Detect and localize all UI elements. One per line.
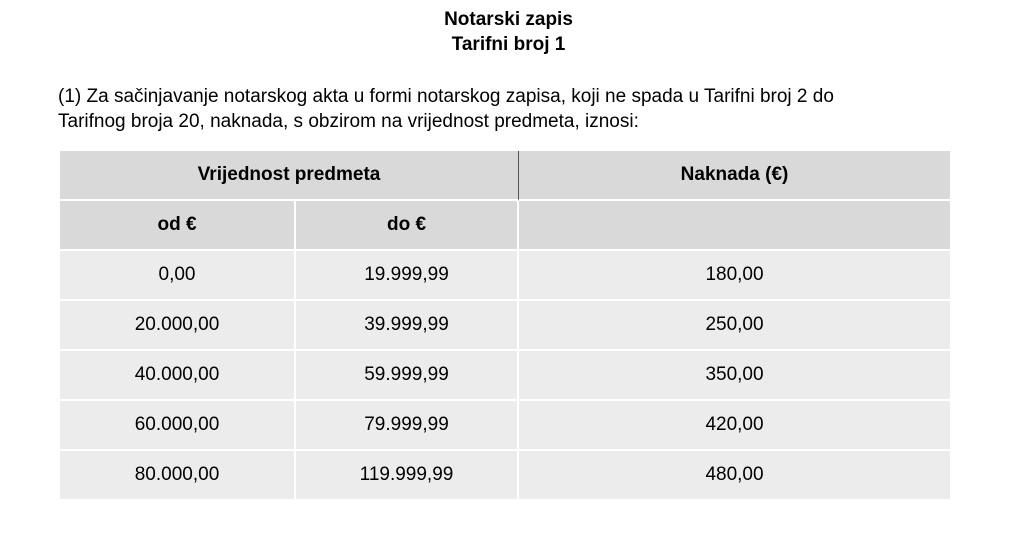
header-fee: Naknada (€) bbox=[519, 151, 950, 201]
header-value-of-subject: Vrijednost predmeta bbox=[60, 151, 519, 201]
paragraph-line-1: (1) Za sačinjavanje notarskog akta u formi notarskog zapisa, koji ne spada u Tarifni broj 2 do bbox=[58, 86, 834, 107]
subheader-from: od € bbox=[60, 201, 296, 251]
document-subtitle: Tarifni broj 1 bbox=[451, 34, 566, 55]
table-header-row bbox=[60, 151, 950, 201]
table-row bbox=[60, 401, 950, 451]
cell-to: 79.999,99 bbox=[296, 401, 519, 451]
table-subheader-row bbox=[60, 201, 950, 251]
cell-fee: 180,00 bbox=[519, 251, 950, 301]
paragraph-line-2: Tarifnog broja 20, naknada, s obzirom na vrijednost predmeta, iznosi: bbox=[58, 111, 639, 132]
cell-from: 0,00 bbox=[60, 251, 296, 301]
tariff-table bbox=[60, 151, 950, 501]
cell-fee: 250,00 bbox=[519, 301, 950, 351]
cell-to: 39.999,99 bbox=[296, 301, 519, 351]
table-row bbox=[60, 301, 950, 351]
document-title: Notarski zapis bbox=[444, 9, 573, 30]
cell-from: 60.000,00 bbox=[60, 401, 296, 451]
table-row bbox=[60, 451, 950, 501]
table-row bbox=[60, 251, 950, 301]
intro-paragraph bbox=[58, 84, 958, 134]
table-row bbox=[60, 351, 950, 401]
cell-fee: 420,00 bbox=[519, 401, 950, 451]
cell-fee: 480,00 bbox=[519, 451, 950, 501]
cell-from: 40.000,00 bbox=[60, 351, 296, 401]
cell-from: 80.000,00 bbox=[60, 451, 296, 501]
subheader-to: do € bbox=[296, 201, 519, 251]
cell-from: 20.000,00 bbox=[60, 301, 296, 351]
cell-to: 59.999,99 bbox=[296, 351, 519, 401]
cell-to: 119.999,99 bbox=[296, 451, 519, 501]
cell-to: 19.999,99 bbox=[296, 251, 519, 301]
cell-fee: 350,00 bbox=[519, 351, 950, 401]
subheader-fee bbox=[519, 201, 950, 251]
